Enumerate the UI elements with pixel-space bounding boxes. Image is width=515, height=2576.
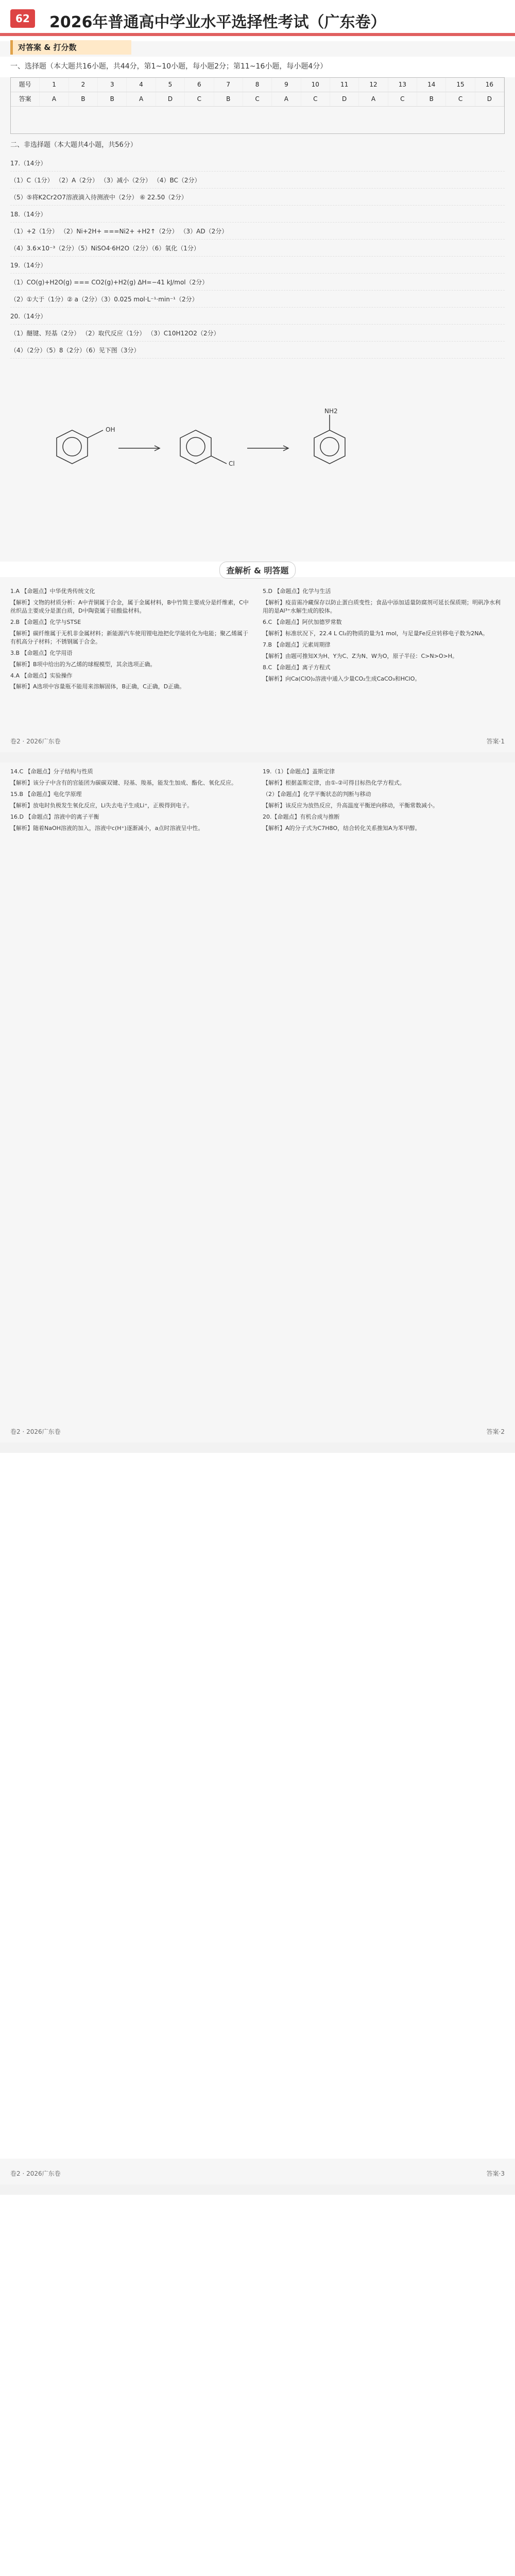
paragraph: 5.D 【命题点】化学与生活 [263,588,331,595]
paragraph: 【解析】A的分子式为C7H8O，结合转化关系推知A为苯甲醇。 [263,824,421,832]
paragraph: 2.B 【命题点】化学与STSE [10,618,81,625]
paragraph: 16.D 【命题点】溶液中的离子平衡 [10,813,99,820]
paragraph: 8.C 【命题点】离子方程式 [263,664,331,671]
section1-header [0,57,515,77]
answer-item: （1）CO(g)+H2O(g) === CO2(g)+H2(g) ΔH=−41 kJ/mol（2分） [10,274,505,291]
table-cell: D [330,92,359,106]
page-separator [0,1443,515,1453]
answer-item: （2）①大于（1分）② a（2分）（3）0.025 mol·L⁻¹·min⁻¹（2分） [10,291,505,308]
paragraph: 【解析】该分子中含有的官能团为碳碳双键、羟基、羧基，能发生加成、酯化、氧化反应。 [10,779,237,786]
table-cell: C [446,92,475,106]
table-cell: C [243,92,272,106]
table-cell: B [69,92,98,106]
answer-column-3 [10,768,252,1412]
paragraph: 【解析】由题可推知X为H、Y为C、Z为N、W为O，原子半径：C>N>O>H。 [263,652,458,659]
table-cell: 10 [301,78,330,92]
page-footer [10,737,505,751]
table-cell: 3 [98,78,127,92]
paragraph: 20.【命题点】有机合成与推断 [263,813,340,820]
table-cell: 5 [156,78,185,92]
footer-right: 答案·1 [486,738,505,745]
paragraph: 【解析】B项中给出的为乙烯的球棍模型，其余选项正确。 [10,660,156,668]
table-cell: 4 [127,78,156,92]
table-cell: A [127,92,156,106]
section-title: 对答案 & 打分数 [10,40,131,55]
table-cell: 9 [272,78,301,92]
table-cell: 12 [359,78,388,92]
table-cell: 11 [330,78,359,92]
answer-item: 20.（14分） [10,308,505,325]
page-separator [0,2184,515,2195]
answer-item: （4）（2分）（5）8（2分）（6）见下图（3分） [10,342,505,359]
table-cell: 2 [69,78,98,92]
paragraph: 【解析】向Ca(ClO)₂溶液中通入少量CO₂生成CaCO₃和HClO。 [263,675,421,682]
section-banner [0,562,515,577]
svg-text:OH: OH [106,426,115,433]
page-footer [10,1427,505,1442]
table-cell: 6 [185,78,214,92]
answer-item: （4）3.6×10⁻³（2分）（5）NiSO4·6H2O（2分）（6）氧化（1分） [10,240,505,257]
section1-line: 一、选择题（本大题共16小题，共44分，第1~10小题，每小题2分；第11~16小题，每小题4分） [10,62,328,71]
answer-item: （1）+2（1分） （2）Ni+2H+ ===Ni2+ +H2↑（2分） （3）AD（2分） [10,223,505,240]
table-cell: 16 [475,78,504,92]
table-cell: D [475,92,504,106]
footer-right: 答案·2 [486,1428,505,1435]
footer-right: 答案·3 [486,2170,505,2177]
section2-line: 二、非选择题（本大题共4小题，共56分） [10,141,137,149]
answer-item: 18.（14分） [10,206,505,223]
paragraph: 4.A 【命题点】实验操作 [10,672,73,679]
page-separator [0,752,515,762]
table-cell: B [98,92,127,106]
table-cell: B [417,92,446,106]
paragraph: 3.B 【命题点】化学用语 [10,649,73,656]
paragraph: （2）【命题点】化学平衡状态的判断与移动 [263,790,371,798]
paragraph: 【解析】根据盖斯定律，由①-②可得目标热化学方程式。 [263,779,405,786]
answer-item: 17.（14分） [10,155,505,172]
paragraph: 1.A 【命题点】中华优秀传统文化 [10,588,95,595]
table-cell: A [359,92,388,106]
answer-column-1 [10,587,252,732]
answer-item: 19.（14分） [10,257,505,274]
table-cell: 题号 [11,78,40,92]
header-rule [0,33,515,36]
table-row [11,78,504,92]
footer-left: 卷2 · 2026广东卷 [10,1428,61,1435]
answer-item: （5）⑤将K2Cr2O7溶液滴入待测液中（2分） ⑥ 22.50（2分） [10,189,505,206]
table-cell: C [301,92,330,106]
paragraph: 7.B 【命题点】元素周期律 [263,641,331,648]
table-cell: 答案 [11,92,40,106]
svg-text:NH2: NH2 [324,408,338,415]
paragraph: 6.C 【命题点】阿伏加德罗常数 [263,618,342,625]
structure-diagram [15,407,500,531]
paragraph: 【解析】放电时负极发生氧化反应，Li失去电子生成Li⁺，正极得到电子。 [10,802,193,809]
footer-left: 卷2 · 2026广东卷 [10,2170,61,2177]
table-row [11,92,504,107]
answer-item: （1）C（1分） （2）A（2分） （3）减小（2分） （4）BC（2分） [10,172,505,189]
paragraph: 15.B 【命题点】电化学原理 [10,790,82,798]
table-cell: C [185,92,214,106]
svg-text:Cl: Cl [229,460,235,467]
paragraph: 【解析】该反应为放热反应，升高温度平衡逆向移动，平衡常数减小。 [263,802,438,809]
table-cell: A [272,92,301,106]
page-footer [10,2169,505,2183]
table-cell: 8 [243,78,272,92]
section-title: 查解析 & 明答题 [219,562,295,579]
answer-list [10,155,505,397]
table-cell: B [214,92,243,106]
paragraph: 【解析】疫苗需冷藏保存以防止蛋白质变性；食品中添加适量防腐剂可延长保质期；明矾净水利用的是Al³⁺水解生成的胶体。 [263,599,501,614]
table-cell: D [156,92,185,106]
paragraph: 【解析】碳纤维属于无机非金属材料；新能源汽车使用锂电池把化学能转化为电能；聚乙烯属于有机高分子材料；不锈钢属于合金。 [10,630,248,645]
page-title: 2026年普通高中学业水平选择性考试（广东卷） [49,13,386,31]
answer-column-4 [263,768,505,1412]
table-cell: A [40,92,68,106]
badge: 62 [10,9,35,28]
table-cell: 13 [388,78,417,92]
page-header [0,0,515,41]
paragraph: 【解析】随着NaOH溶液的加入，溶液中c(H⁺)逐渐减小，a点时溶液呈中性。 [10,824,204,832]
answer-item: （1）醚键、羟基（2分） （2）取代反应（1分） （3）C10H12O2（2分） [10,325,505,342]
paragraph: 【解析】标准状况下，22.4 L Cl₂的物质的量为1 mol，与足量Fe反应转移电子数为2NA。 [263,630,488,637]
footer-left: 卷2 · 2026广东卷 [10,738,61,745]
table-cell: 7 [214,78,243,92]
paragraph: 14.C 【命题点】分子结构与性质 [10,768,93,775]
answer-table [10,77,505,134]
table-cell: C [388,92,417,106]
answer-column-2 [263,587,505,732]
paragraph: 19.（1）【命题点】盖斯定律 [263,768,335,775]
page-4 [0,2195,515,2576]
page-3 [0,1453,515,2159]
paragraph: 【解析】A选项中容量瓶不能用来溶解固体，B正确，C正确，D正确。 [10,683,185,690]
table-cell: 1 [40,78,68,92]
structure-area [15,407,500,541]
table-cell: 14 [417,78,446,92]
table-cell: 15 [446,78,475,92]
paragraph: 【解析】文物的材质分析：A中青铜属于合金，属于金属材料，B中竹简主要成分是纤维素，C中丝织品主要成分是蛋白质，D中陶瓷属于硅酸盐材料。 [10,599,249,614]
